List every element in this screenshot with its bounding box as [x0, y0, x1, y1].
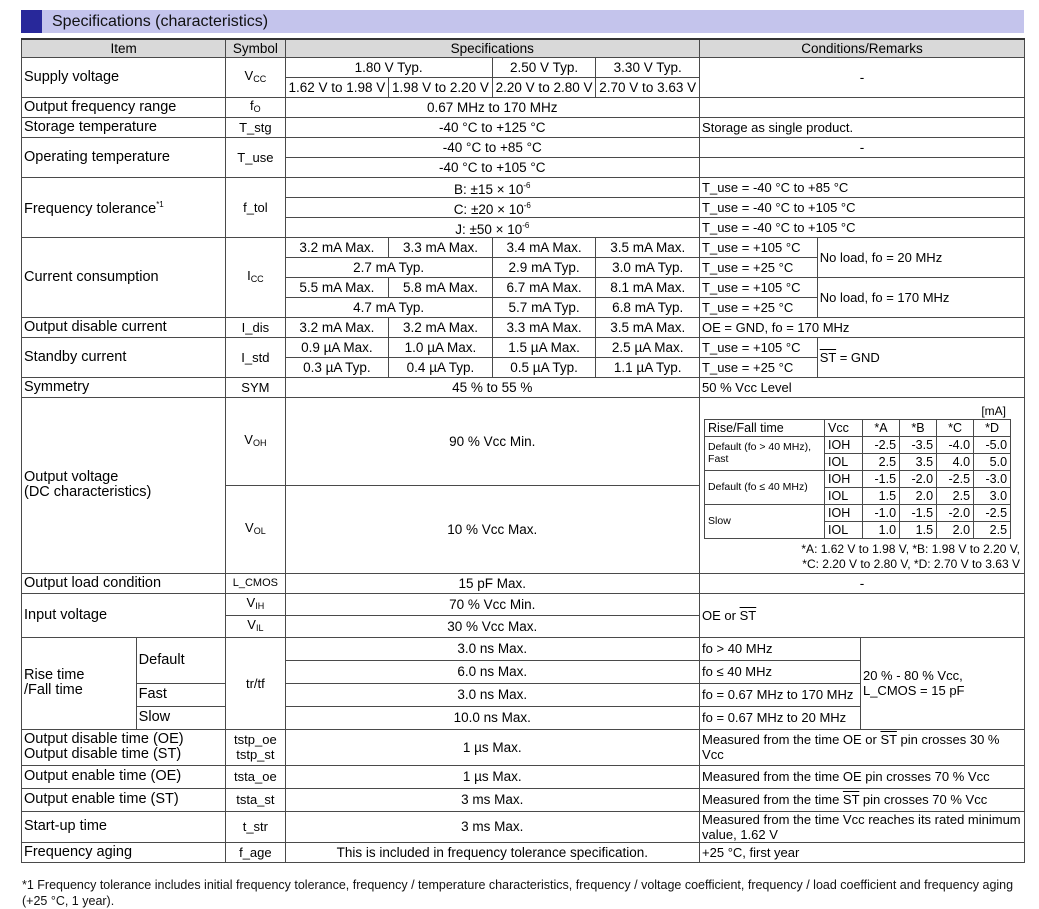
rise-fall-current-table	[704, 419, 1011, 539]
item-symmetry: Symmetry	[22, 377, 226, 397]
specifications-table	[21, 38, 1025, 863]
symbol-tsta-oe: tsta_oe	[226, 765, 285, 788]
rf-value: -1.5	[900, 504, 937, 521]
spec-cell: 1 µs Max.	[285, 729, 699, 765]
item-output-load-condition: Output load condition	[22, 573, 226, 593]
spec-cell: 2.50 V Typ.	[492, 57, 596, 77]
spec-cell: 3.3 mA Max.	[492, 317, 596, 337]
spec-cell: This is included in frequency tolerance specification.	[285, 842, 699, 862]
spec-cell: 6.8 mA Typ.	[596, 297, 700, 317]
spec-cell: 10.0 ns Max.	[285, 706, 699, 729]
rf-header: Vcc	[825, 419, 863, 436]
spec-cell: 2.70 V to 3.63 V	[596, 77, 700, 97]
condition-cell: No load, fo = 170 MHz	[817, 277, 1024, 317]
condition-cell: Measured from the time $\overline{ST}$ pin crosses 70 % Vcc	[700, 788, 1025, 811]
symbol-vcc: $V_{CC}$	[226, 57, 285, 97]
rf-iol: IOL	[825, 521, 863, 538]
symbol-trtf: tr/tf	[226, 637, 285, 729]
spec-cell: 5.8 mA Max.	[389, 277, 493, 297]
rf-value: 2.0	[937, 521, 974, 538]
rf-ioh: IOH	[825, 470, 863, 487]
spec-cell: 3.2 mA Max.	[285, 237, 389, 257]
spec-cell: 45 % to 55 %	[285, 377, 699, 397]
table-row	[22, 137, 1025, 157]
condition-cell: No load, fo = 20 MHz	[817, 237, 1024, 277]
condition-cell: Measured from the time Vcc reaches its rated minimum value, 1.62 V	[700, 811, 1025, 842]
rf-value: 2.5	[937, 487, 974, 504]
rf-iol: IOL	[825, 487, 863, 504]
rf-header: *D	[974, 419, 1011, 436]
condition-cell: fo > 40 MHz	[700, 637, 861, 660]
spec-cell: 3.5 mA Max.	[596, 317, 700, 337]
header-specifications: Specifications	[285, 39, 699, 57]
sub-item-slow: Slow	[136, 706, 226, 729]
item-rise-fall-time: Rise time /Fall time	[22, 637, 137, 729]
condition-cell: fo = 0.67 MHz to 170 MHz	[700, 683, 861, 706]
symbol-icc: $I_{CC}$	[226, 237, 285, 317]
rf-header: Rise/Fall time	[705, 419, 825, 436]
spec-cell: 6.0 ns Max.	[285, 660, 699, 683]
sub-item-default: Default	[136, 637, 226, 683]
condition-cell: T_use = +25 °C	[700, 257, 818, 277]
title-marker	[21, 10, 42, 33]
spec-cell: -40 °C to +125 °C	[285, 117, 699, 137]
header-row	[22, 39, 1025, 57]
item-frequency-tolerance: Frequency tolerance$^{*1}$	[22, 177, 226, 237]
condition-cell: T_use = +25 °C	[700, 357, 818, 377]
spec-cell: 4.7 mA Typ.	[285, 297, 492, 317]
spec-cell: 8.1 mA Max.	[596, 277, 700, 297]
item-output-disable-time: Output disable time (OE) Output disable time (ST)	[22, 729, 226, 765]
condition-cell: T_use = -40 °C to +105 °C	[700, 197, 1025, 217]
rf-value: 2.5	[863, 453, 900, 470]
sub-item-fast: Fast	[136, 683, 226, 706]
spec-cell: 90 % Vcc Min.	[285, 397, 699, 485]
unit-label: [mA]	[981, 403, 1006, 418]
spec-cell: 3.0 ns Max.	[285, 637, 699, 660]
spec-cell: 5.5 mA Max.	[285, 277, 389, 297]
spec-cell: 1.98 V to 2.20 V	[389, 77, 493, 97]
rf-ioh: IOH	[825, 504, 863, 521]
condition-cell: $\overline{ST}$ = GND	[817, 337, 1024, 377]
table-row	[22, 765, 1025, 788]
spec-cell: 10 % Vcc Max.	[285, 485, 699, 573]
condition-cell: T_use = +105 °C	[700, 237, 818, 257]
rf-value: -4.0	[937, 436, 974, 453]
header-symbol: Symbol	[226, 39, 285, 57]
rf-value: 2.0	[900, 487, 937, 504]
footnote-mark: *1	[156, 200, 164, 209]
rf-value: -5.0	[974, 436, 1011, 453]
condition-cell: -	[700, 57, 1025, 97]
table-row	[22, 637, 1025, 660]
rf-value: -3.5	[900, 436, 937, 453]
symbol-tstg: T_stg	[226, 117, 285, 137]
symbol-tstp: tstp_oe tstp_st	[226, 729, 285, 765]
spec-cell: 1.62 V to 1.98 V	[285, 77, 389, 97]
spec-cell: 1.0 µA Max.	[389, 337, 493, 357]
symbol-tuse: T_use	[226, 137, 285, 177]
spec-cell: 1.5 µA Max.	[492, 337, 596, 357]
table-row	[705, 419, 1011, 436]
item-output-frequency-range: Output frequency range	[22, 97, 226, 117]
item-output-enable-time-oe: Output enable time (OE)	[22, 765, 226, 788]
condition-cell: 50 % Vcc Level	[700, 377, 1025, 397]
table-row	[705, 436, 1011, 453]
rf-ioh: IOH	[825, 436, 863, 453]
condition-cell: T_use = +105 °C	[700, 277, 818, 297]
spec-cell: 0.3 µA Typ.	[285, 357, 389, 377]
item-start-up-time: Start-up time	[22, 811, 226, 842]
symbol-idis: I_dis	[226, 317, 285, 337]
condition-cell: T_use = +105 °C	[700, 337, 818, 357]
spec-cell: 2.20 V to 2.80 V	[492, 77, 596, 97]
item-frequency-aging: Frequency aging	[22, 842, 226, 862]
rise-fall-current-table-cell	[700, 397, 1025, 573]
spec-cell: -40 °C to +85 °C	[285, 137, 699, 157]
spec-cell: 1.1 µA Typ.	[596, 357, 700, 377]
table-row	[22, 397, 1025, 485]
condition-cell: T_use = +25 °C	[700, 297, 818, 317]
footnote: *1 Frequency tolerance includes initial frequency tolerance, frequency / temperature characteristics, frequency / voltage coefficient, frequency / load coefficient and frequency aging (+25 °C, 1 year).	[22, 878, 1014, 908]
rf-value: -2.5	[974, 504, 1011, 521]
spec-cell: 3.0 mA Typ.	[596, 257, 700, 277]
condition-cell: Measured from the time OE or $\overline{ST}$ pin crosses 30 % Vcc	[700, 729, 1025, 765]
symbol-lcmos: L_CMOS	[226, 573, 285, 593]
item-operating-temperature: Operating temperature	[22, 137, 226, 177]
spec-cell: 3.0 ns Max.	[285, 683, 699, 706]
table-row	[22, 237, 1025, 257]
symbol-tstr: t_str	[226, 811, 285, 842]
spec-cell: 15 pF Max.	[285, 573, 699, 593]
spec-cell: J: $\pm 50 \times 10^{-6}$	[285, 217, 699, 237]
condition-cell: Measured from the time OE pin crosses 70 % Vcc	[700, 765, 1025, 788]
condition-cell: fo = 0.67 MHz to 20 MHz	[700, 706, 861, 729]
rf-value: -3.0	[974, 470, 1011, 487]
symbol-istd: I_std	[226, 337, 285, 377]
spec-cell: 2.9 mA Typ.	[492, 257, 596, 277]
rf-header: *C	[937, 419, 974, 436]
rf-group-label: Slow	[705, 504, 825, 538]
symbol-vol: $V_{OL}$	[226, 485, 285, 573]
spec-cell: 1 µs Max.	[285, 765, 699, 788]
table-row	[22, 337, 1025, 357]
spec-cell: C: $\pm 20 \times 10^{-6}$	[285, 197, 699, 217]
rf-value: 1.0	[863, 521, 900, 538]
rf-header: *B	[900, 419, 937, 436]
table-row	[22, 377, 1025, 397]
spec-cell: 3.2 mA Max.	[285, 317, 389, 337]
condition-cell: Storage as single product.	[700, 117, 1025, 137]
table-row	[22, 788, 1025, 811]
spec-cell: 0.4 µA Typ.	[389, 357, 493, 377]
rf-value: 5.0	[974, 453, 1011, 470]
symbol-fage: f_age	[226, 842, 285, 862]
item-output-enable-time-st: Output enable time (ST)	[22, 788, 226, 811]
rf-value: 4.0	[937, 453, 974, 470]
spec-cell: B: $\pm 15 \times 10^{-6}$	[285, 177, 699, 197]
spec-cell: 3 ms Max.	[285, 811, 699, 842]
item-current-consumption: Current consumption	[22, 237, 226, 317]
table-row	[22, 593, 1025, 615]
symbol-fo: $f_O$	[226, 97, 285, 117]
condition-cell: +25 °C, first year	[700, 842, 1025, 862]
table-row	[22, 117, 1025, 137]
header-conditions: Conditions/Remarks	[700, 39, 1025, 57]
table-row	[705, 504, 1011, 521]
condition-cell: T_use = -40 °C to +105 °C	[700, 217, 1025, 237]
spec-cell: 3.5 mA Max.	[596, 237, 700, 257]
vcc-range-note: *A: 1.62 V to 1.98 V, *B: 1.98 V to 2.20 V, *C: 2.20 V to 2.80 V, *D: 2.70 V to 3.63 V	[801, 541, 1020, 571]
symbol-sym: SYM	[226, 377, 285, 397]
rf-group-label: Default (fo > 40 MHz), Fast	[705, 436, 825, 470]
rf-value: 1.5	[900, 521, 937, 538]
condition-cell: -	[700, 573, 1025, 593]
item-supply-voltage: Supply voltage	[22, 57, 226, 97]
rf-value: 2.5	[974, 521, 1011, 538]
spec-cell: 5.7 mA Typ.	[492, 297, 596, 317]
condition-cell: OE = GND, fo = 170 MHz	[700, 317, 1025, 337]
rf-iol: IOL	[825, 453, 863, 470]
spec-cell: 0.67 MHz to 170 MHz	[285, 97, 699, 117]
symbol-tsta-st: tsta_st	[226, 788, 285, 811]
rf-value: 3.5	[900, 453, 937, 470]
symbol-voh: $V_{OH}$	[226, 397, 285, 485]
section-title: Specifications (characteristics)	[52, 12, 269, 30]
item-storage-temperature: Storage temperature	[22, 117, 226, 137]
rf-header: *A	[863, 419, 900, 436]
rf-value: 3.0	[974, 487, 1011, 504]
spec-cell: 3.4 mA Max.	[492, 237, 596, 257]
item-output-disable-current: Output disable current	[22, 317, 226, 337]
spec-cell: 2.7 mA Typ.	[285, 257, 492, 277]
item-output-voltage: Output voltage (DC characteristics)	[22, 397, 226, 573]
spec-cell: 70 % Vcc Min.	[285, 593, 699, 615]
symbol-vil: $V_{IL}$	[226, 615, 285, 637]
rf-value: -2.0	[900, 470, 937, 487]
spec-cell: -40 °C to +105 °C	[285, 157, 699, 177]
header-item: Item	[22, 39, 226, 57]
condition-cell: T_use = -40 °C to +85 °C	[700, 177, 1025, 197]
rf-value: 1.5	[863, 487, 900, 504]
table-row	[22, 811, 1025, 842]
spec-cell: 0.9 µA Max.	[285, 337, 389, 357]
table-row	[22, 317, 1025, 337]
rf-value: -2.0	[937, 504, 974, 521]
spec-cell: 3.3 mA Max.	[389, 237, 493, 257]
condition-cell	[700, 97, 1025, 117]
condition-cell	[700, 157, 1025, 177]
condition-cell: -	[700, 137, 1025, 157]
rf-value: -1.0	[863, 504, 900, 521]
rf-value: -2.5	[863, 436, 900, 453]
spec-cell: 3 ms Max.	[285, 788, 699, 811]
spec-cell: 0.5 µA Typ.	[492, 357, 596, 377]
table-row	[22, 842, 1025, 862]
spec-cell: 2.5 µA Max.	[596, 337, 700, 357]
table-row	[22, 57, 1025, 77]
table-row	[22, 729, 1025, 765]
spec-cell: 6.7 mA Max.	[492, 277, 596, 297]
condition-cell: OE or $\overline{ST}$	[700, 593, 1025, 637]
item-standby-current: Standby current	[22, 337, 226, 377]
condition-cell: fo ≤ 40 MHz	[700, 660, 861, 683]
spec-cell: 3.2 mA Max.	[389, 317, 493, 337]
table-row	[705, 470, 1011, 487]
section-title-bar	[21, 10, 1024, 33]
symbol-ftol: f_tol	[226, 177, 285, 237]
table-row	[22, 177, 1025, 197]
rf-group-label: Default (fo ≤ 40 MHz)	[705, 470, 825, 504]
symbol-vih: $V_{IH}$	[226, 593, 285, 615]
item-input-voltage: Input voltage	[22, 593, 226, 637]
spec-cell: 30 % Vcc Max.	[285, 615, 699, 637]
spec-cell: 1.80 V Typ.	[285, 57, 492, 77]
table-row	[22, 573, 1025, 593]
spec-cell: 3.30 V Typ.	[596, 57, 700, 77]
rf-value: -1.5	[863, 470, 900, 487]
rf-value: -2.5	[937, 470, 974, 487]
condition-cell: 20 % - 80 % Vcc, L_CMOS = 15 pF	[860, 637, 1024, 729]
table-row	[22, 97, 1025, 117]
